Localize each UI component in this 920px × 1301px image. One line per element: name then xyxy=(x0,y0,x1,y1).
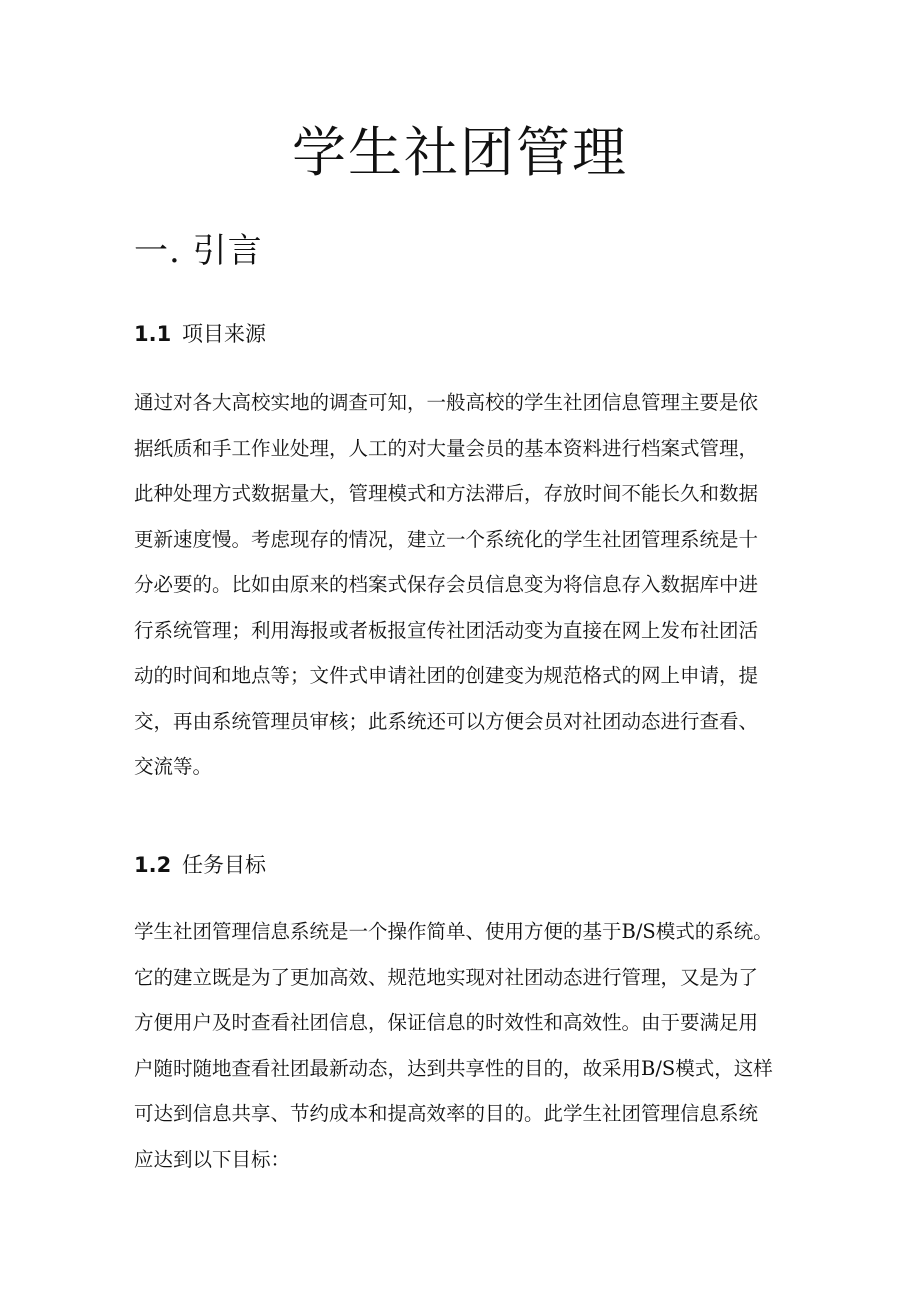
paragraph-line: 通过对各大高校实地的调查可知，一般高校的学生社团信息管理主要是依 xyxy=(134,391,759,414)
paragraph-line: 可达到信息共享、节约成本和提高效率的目的。此学生社团管理信息系统 xyxy=(134,1102,759,1125)
paragraph-line: 此种处理方式数据量大，管理模式和方法滞后，存放时间不能长久和数据 xyxy=(134,482,759,505)
paragraph-line: 户随时随地查看社团最新动态，达到共享性的目的，故采用B/S模式，这样 xyxy=(134,1056,773,1080)
paragraph-line: 分必要的。比如由原来的档案式保存会员信息变为将信息存入数据库中进 xyxy=(134,573,759,596)
section-1-2-paragraph xyxy=(134,909,784,1182)
chapter-heading: 一. 引言 xyxy=(134,231,263,271)
section-1-1-paragraph xyxy=(134,380,784,790)
paragraph-line: 它的建立既是为了更加高效、规范地实现对社团动态进行管理，又是为了 xyxy=(134,965,759,989)
section-heading-1-2 xyxy=(134,849,266,881)
section-title: 任务目标 xyxy=(182,853,266,877)
section-heading-1-1 xyxy=(134,318,266,350)
paragraph-line: 交，再由系统管理员审核；此系统还可以方便会员对社团动态进行查看、 xyxy=(134,709,759,733)
paragraph-line: 方便用户及时查看社团信息，保证信息的时效性和高效性。由于要满足用 xyxy=(134,1011,759,1034)
section-number: 1.2 xyxy=(134,853,172,877)
paragraph-line: 交流等。 xyxy=(134,755,213,778)
paragraph-line: 动的时间和地点等；文件式申请社团的创建变为规范格式的网上申请，提 xyxy=(134,664,759,687)
document-title: 学生社团管理 xyxy=(292,121,628,184)
section-title: 项目来源 xyxy=(182,322,266,346)
paragraph-line: 据纸质和手工作业处理，人工的对大量会员的基本资料进行档案式管理， xyxy=(134,436,759,460)
paragraph-line: 应达到以下目标： xyxy=(134,1147,291,1171)
paragraph-line: 行系统管理；利用海报或者板报宣传社团活动变为直接在网上发布社团活 xyxy=(134,618,759,642)
section-number: 1.1 xyxy=(134,322,172,346)
paragraph-line: 更新速度慢。考虑现存的情况，建立一个系统化的学生社团管理系统是十 xyxy=(134,527,759,551)
paragraph-line: 学生社团管理信息系统是一个操作简单、使用方便的基于B/S模式的系统。 xyxy=(134,920,773,943)
